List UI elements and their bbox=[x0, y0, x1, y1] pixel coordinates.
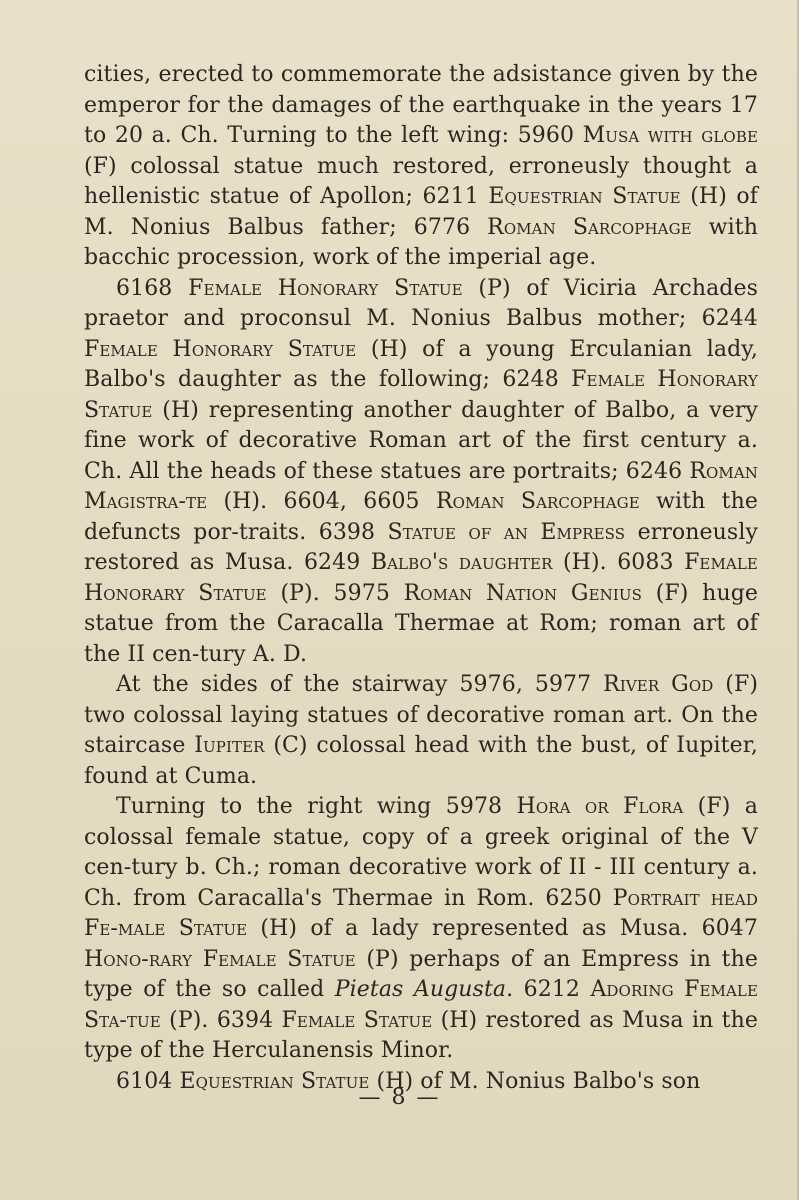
text-run: (H) of a lady represented as Musa. 6047 bbox=[247, 916, 758, 941]
text-run: 6104 bbox=[116, 1068, 180, 1094]
text-run: At the sides of the stairway 5976, 5977 bbox=[116, 672, 604, 697]
text-run: (F) a colossal female statue, copy of a greek original of the V cen-tury b. Ch.; roman decorative work of II - III century a. Ch. from Caracalla's Thermae in Rom. 6250 bbox=[84, 794, 758, 911]
page-number: — 8 — bbox=[358, 1085, 441, 1110]
text-run: (C) colossal head with the bust, of Iupiter, found at Cuma. bbox=[84, 733, 759, 789]
catalog-entry-title: Female Honorary Statue bbox=[84, 550, 758, 606]
text-run: (P) of Viciria Archades praetor and proconsul M. Nonius Balbus mother; 6244 bbox=[84, 275, 758, 331]
text-run: with bacchic procession, work of the imperial age. bbox=[84, 214, 758, 270]
body-text bbox=[84, 60, 758, 1097]
text-run: (F) two colossal laying statues of decorative roman art. On the staircase bbox=[84, 672, 759, 758]
catalog-entry-title: Roman Sarcophage bbox=[487, 214, 692, 240]
text-run: (H) restored as Musa in the type of the Herculanensis Minor. bbox=[84, 1007, 758, 1063]
text-run: cities, erected to commemorate the adsistance given by the emperor for the damages of the earthquake in the years 17 to 20 a. Ch. Turning to the left wing: 5960 bbox=[84, 62, 758, 148]
catalog-entry-title: Female Statue bbox=[281, 1007, 433, 1033]
text-run: (P) perhaps of an Empress in the type of the so called bbox=[84, 946, 758, 1002]
catalog-entry-title: Iupiter bbox=[194, 733, 265, 758]
catalog-entry-title: Female Honorary Statue bbox=[84, 367, 758, 423]
catalog-entry-title: Equestrian Statue bbox=[488, 184, 681, 209]
paragraph bbox=[84, 60, 758, 274]
text-run: . 6212 bbox=[506, 977, 591, 1002]
text-run: (F) huge statue from the Caracalla Thermae at Rom; roman art of the II cen-tury A. D. bbox=[84, 580, 759, 667]
catalog-entry-title: Female Honorary Statue bbox=[84, 336, 357, 362]
catalog-entry-title: Equestrian Statue bbox=[179, 1068, 370, 1094]
catalog-entry-title: River God bbox=[603, 672, 714, 697]
catalog-entry-title: Female Honorary Statue bbox=[188, 275, 463, 301]
paragraph bbox=[84, 274, 758, 671]
text-run: (H). 6083 bbox=[552, 550, 685, 575]
text-run: (H). 6604, 6605 bbox=[207, 489, 436, 514]
catalog-entry-title: Hono-rary Female Statue bbox=[84, 946, 356, 972]
text-run: 6168 bbox=[116, 275, 189, 301]
catalog-entry-title: Roman Nation Genius bbox=[403, 580, 643, 606]
text-run: (P). 5975 bbox=[266, 580, 404, 606]
catalog-entry-title: Balbo's daughter bbox=[370, 550, 553, 575]
text-run: (P). 6394 bbox=[160, 1007, 282, 1033]
text-run: erroneusly restored as Musa. 6249 bbox=[84, 519, 758, 575]
catalog-entry-title: Adoring Female Sta-tue bbox=[84, 977, 759, 1033]
paragraph bbox=[84, 670, 758, 792]
text-run: (H) of M. Nonius Balbus father; 6776 bbox=[84, 184, 758, 240]
paragraph bbox=[84, 792, 758, 1067]
text-run: (H) of a young Erculanian lady, Balbo's daughter as the following; 6248 bbox=[84, 336, 758, 392]
text-run: (F) colossal statue much restored, erroneusly thought a hellenistic statue of Apollon; 6211 bbox=[84, 153, 758, 209]
catalog-entry-title: Roman Sarcophage bbox=[435, 489, 640, 514]
italic-text: Pietas Augusta bbox=[334, 977, 507, 1002]
catalog-entry-title: Roman Magistra-te bbox=[84, 458, 758, 514]
text-run: (H) of M. Nonius Balbo's son bbox=[369, 1068, 701, 1094]
catalog-entry-title: Portrait head Fe-male Statue bbox=[84, 885, 758, 941]
catalog-entry-title: Statue of an Empress bbox=[387, 519, 626, 545]
text-run: Turning to the right wing 5978 bbox=[116, 794, 517, 819]
catalog-entry-title: Hora or Flora bbox=[516, 794, 684, 819]
text-run: with the defuncts por-traits. 6398 bbox=[84, 489, 758, 545]
text-run: (H) representing another daughter of Balbo, a very fine work of decorative Roman art of the first century a. Ch. All the heads of these statues are portraits; 6246 bbox=[84, 397, 758, 484]
catalog-entry-title: Musa with globe bbox=[582, 123, 758, 148]
